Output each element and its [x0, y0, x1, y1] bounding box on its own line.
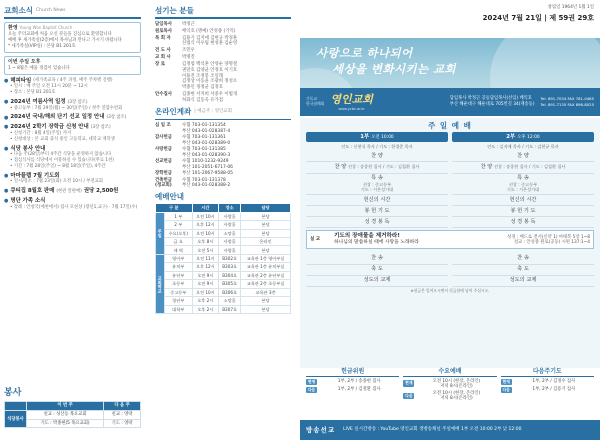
table-row — [156, 280, 291, 288]
staff-names: 박정근 — [182, 21, 195, 27]
online-account-heading: 온라인계좌 | 예금주 : 영인교회 — [155, 107, 232, 117]
account-row — [155, 147, 291, 158]
staff-column — [151, 0, 295, 440]
table-row — [156, 297, 291, 305]
bullet-icon: ● — [4, 77, 9, 84]
account-row — [155, 171, 291, 177]
offering-committee: 헌금위원 현재 1부, 2부 / 송종현 집사 다음 1부, 2부 / 김철환 집사 — [306, 368, 399, 416]
table-row — [156, 229, 291, 237]
account-type: 감사헌금 — [155, 135, 172, 141]
worship-n: 금 요 — [165, 238, 193, 246]
worship-n: 수요(오후) — [165, 229, 193, 237]
worship-place: B306호 — [219, 288, 241, 296]
worship-time: 오전 10시 — [192, 212, 219, 220]
staff-names: 김용기 김지애 김현규 박경훈 신범식 이우림 현성훈 김순영 — [182, 35, 238, 47]
pastor-info: 담임목사 박정근 공동담임목사(선임) 배익호 부산 해운대구 해운대로 705번길 34(재송동) — [449, 95, 535, 107]
staff-names: 김정엽 백석훈 안영순 양명철 권달호 김양균 안경호 이기호 이용진 조정봉 조일래 김정상 이동윤 조광희 정성오 박종인 정정균 김정호 — [182, 62, 238, 90]
news-title-text: 2024년 여름사역 일정 — [10, 98, 66, 105]
list-item: 현재 1부, 2부 / 송종현 집사 — [307, 378, 381, 385]
news-subtitle: (현관 앞판매) — [56, 188, 82, 194]
sermon-box: 설 교 기도의 장애물을 제거하라! 하나님의 말씀하실 때에 사랑을 노래하라 성경 : 베드로 전서(신약 1) 마태복 5장 1~8 설교 : 안성종 원로(공동) 시편 137:1~4 — [306, 230, 594, 249]
table-row: 기도 : 박종현(5 목요교회) 기도 : 영락 — [5, 419, 141, 428]
news-item-title — [4, 114, 141, 121]
news-item-title — [4, 188, 141, 195]
live-stream-link[interactable]: LIVE 실시간방송 : YouTube 영인교회 생방송채널 주일예배 1부 오전 10:00 2부 낮 12:00 — [343, 427, 522, 433]
news-detail: • 기간 : 7월 28일(주일) ~ 8월 18일(주일), 4주간 — [10, 163, 106, 169]
account-type: 사랑헌금 — [155, 147, 172, 153]
staff-heading: 섬기는 분들 — [155, 6, 194, 15]
staff-role: 장 로 — [155, 62, 166, 68]
news-detail: • 다음 주(28일)부터 4주간 식당을 운영하지 않습니다 — [10, 152, 112, 158]
worship-n: 새 벽 — [165, 246, 193, 254]
account-number: 수협 703-01-131385 부산 043-01-028390-3 — [182, 147, 231, 158]
worship-place: 소망홀 — [219, 297, 241, 305]
worship-place: 사랑홀 — [219, 238, 241, 246]
sermon-subtitle: 하나님의 말씀하실 때에 사랑을 노래하라 — [334, 240, 419, 246]
staff-list — [155, 22, 291, 103]
worship-place: B303호 — [219, 263, 241, 271]
list-item: 현재 1부, 2부 / 김정수 집사 — [502, 378, 576, 385]
worship-time: 오후 2시 — [192, 305, 219, 313]
worship-place: B302호 — [219, 254, 241, 262]
staff-row — [155, 29, 291, 35]
bullet-icon: ● — [4, 198, 9, 205]
news-detail: • 장례 : 안창국(예천에서) 집사 모친상 (향년1,교구) · 7월 17일(수) — [10, 204, 138, 210]
account-type: 건축헌금 (정교회) — [155, 177, 172, 189]
staff-names: 김종현 서지희 서중우 이법개 허화식 김동욱 유가점 — [182, 91, 238, 103]
broadcast-bar — [300, 420, 600, 440]
volunteer-title: 봉사 — [4, 388, 22, 398]
staff-role: 안수집사 — [155, 91, 172, 97]
staff-role: 교 회 사 — [155, 55, 171, 61]
worship-lead: 본당 — [241, 229, 291, 237]
account-row — [155, 159, 291, 170]
online-account-list — [155, 123, 291, 189]
list-item: 다음 오전 10시 (현장, 온라인) 저녁 8시(온라인) — [405, 390, 481, 402]
news-item — [4, 114, 141, 121]
welcome-box: 환영 Young Won Baptist Church 오늘 주의교회에 처음 오신 분들을 진심으로 환영합니다 예배 후 새가족실(2층)에서 목사님과 만나고 가시기 바랍니다 * 새가족실(VIP실) : 본당 B1 201호 — [4, 22, 141, 53]
volunteer-table: 이 번 주 다 음 주 식당봉사 친교 : 성산동 목요교회 친교 : 영락 기도 : 박종현(5 목요교회) 기도 : 영락 — [4, 401, 141, 428]
worship-time: 오전 10시 — [192, 229, 219, 237]
table-row — [156, 254, 291, 262]
wednesday-worship: 수요예배 현재 오전 10시 (현장, 온라인) 저녁 8시(온라인) 다음 오전 10시 (현장, 온라인) 저녁 8시(온라인) — [403, 368, 496, 416]
worship-time: 오전 5시 — [192, 246, 219, 254]
news-title-text: 2024년 2학기 장학금 신청 안내 — [10, 124, 89, 131]
worship-n: 대학부 — [165, 305, 193, 313]
worship-time: 오전 11시 — [192, 254, 219, 262]
news-item-title — [4, 99, 141, 106]
account-number: 수협 703-01-131361 부산 043-01-028389-0 — [182, 135, 231, 146]
heading-divider — [4, 17, 141, 19]
heading-divider — [155, 119, 291, 121]
news-item — [4, 78, 141, 96]
worship-n: 2 부 — [165, 221, 193, 229]
worship-time: 오전 9시 — [192, 280, 219, 288]
news-title-text: 명단 가족 소식 — [10, 197, 46, 204]
account-number: 부산 101-2067-9588-05 — [182, 171, 233, 177]
sermon-title: 기도의 장애물을 제거하라! — [334, 233, 400, 240]
worship-n: 중고등부 — [165, 288, 193, 296]
news-detail: • 중고등부 : 7월 29일(월) ~ 30일(주일) / 첫주 연합수련회 — [10, 105, 123, 111]
news-item-title — [4, 124, 141, 131]
news-subtitle: (3장 참조) — [90, 124, 111, 130]
bullet-icon: ● — [4, 114, 9, 121]
worship-lead: 본당 — [241, 297, 291, 305]
staff-row — [155, 48, 291, 54]
worship-lead: 교육관 3층 — [241, 288, 291, 296]
table-row — [156, 246, 291, 254]
other-info — [300, 366, 600, 418]
worship-place: 사랑홀 — [219, 221, 241, 229]
staff-row — [155, 36, 291, 47]
staff-role: 전 도 사 — [155, 48, 171, 54]
worship-n: 유년부 — [165, 271, 193, 279]
worship-group: 교회학교 — [156, 254, 165, 313]
bullet-icon: ● — [4, 99, 9, 106]
account-row — [155, 123, 291, 134]
worship-place: 소망홀 — [219, 229, 241, 237]
news-title-text: 헤피타임 — [10, 77, 32, 84]
worship-lead: 본당 — [241, 305, 291, 313]
worship-lead: 본당 — [241, 246, 291, 254]
list-item: 다음 1부, 2부 / 김철환 집사 — [307, 386, 381, 393]
bullet-icon: ● — [4, 124, 9, 131]
worship-guide-heading: 예배안내 — [155, 191, 184, 201]
news-detail: • 일시/장소 : 7월 23일(화) 오전 10시 / 부전교회 — [10, 179, 103, 185]
staff-role: 담임목사 — [155, 21, 172, 27]
news-title-text: 큐티집 8월호 판매 — [10, 188, 55, 195]
account-number: 수협 703-01-131378 부산 043-01-028388-2 — [182, 177, 231, 189]
second-service-pill: 2부 오후 12:00 — [452, 132, 594, 142]
established-date: 창립일 1964년 1월 1일 — [547, 5, 594, 10]
worship-n: 1 부 — [165, 212, 193, 220]
list-item: 현재 오전 10시 (현장, 온라인) 저녁 8시(온라인) — [405, 378, 481, 389]
news-detail: • 신청기간 : 8월 4일(주일) 까지 — [10, 130, 72, 136]
worship-place: 사랑홀 — [219, 212, 241, 220]
worship-time: 오전 10시 — [192, 288, 219, 296]
today-box: 이번 주일 오후 1 ~ 8월은 예품 정검이 있습니다 — [4, 56, 141, 75]
church-news-column — [0, 0, 145, 440]
news-item — [4, 198, 141, 211]
worship-time: 오후 8시 — [192, 238, 219, 246]
news-price: 권당 2,500원 — [83, 188, 119, 195]
heading-divider — [155, 17, 291, 19]
worship-lead: 교육관 2층 유년부실 — [241, 271, 291, 279]
table-row — [156, 288, 291, 296]
account-type: 십 일 조 — [155, 123, 171, 129]
worship-time: 오후 12시 — [192, 263, 219, 271]
banner-slogan-1: 사랑으로 하나되어 — [316, 46, 413, 60]
issue-number: 2024년 7월 21일 | 제 59권 29호 — [482, 13, 594, 22]
worship-lead: 본당 — [241, 212, 291, 220]
news-detail: • 점심식사를 식당에서 이용하실 수 있습니다(무료 1천) — [10, 158, 114, 164]
news-subtitle: (3장 참조) — [106, 115, 127, 121]
news-item — [4, 173, 141, 186]
staff-role: 원로목사 — [155, 28, 172, 34]
account-type: 장학헌금 — [155, 171, 172, 177]
bulletin-front — [300, 0, 600, 440]
staff-names: 박명진 — [182, 55, 195, 61]
bullet-icon: ● — [4, 145, 9, 152]
table-row — [156, 263, 291, 271]
news-title-text: 식당 봉사 안내 — [10, 145, 46, 152]
worship-time: 오후 2시 — [192, 297, 219, 305]
worship-time: 오후 12시 — [192, 221, 219, 229]
account-number: 수협 703-01-131354 부산 043-01-028387-4 — [182, 123, 231, 134]
worship-lead: 온라인 — [241, 238, 291, 246]
list-item: 다음 1부, 2부 / 김용기 집사 — [502, 386, 576, 393]
news-item — [4, 99, 141, 112]
news-title-text: 마마플랩 7월 기도회 — [10, 172, 60, 179]
sunday-worship: 주 일 예 배 1부 오전 10:00 인도 : 신현식 목사 / 기도 : 한경준 목사 찬 양 찬 양 선창 : 송종현 집사 / 기도 : 김철환 집사 특 송 선창 : 중고등부 기도 : 시온성가대 헌신의 시간 봉 헌 기 도 성 경 봉 독 2부 오후 12:00 인도 : 김지애 목사 / 기도 : 김현규 목사 찬 양 찬 양 선창 : 송종현 집사 / 기도 : 김철환 집사 특 송 선창 : 중고등부 기도 : 시온성가대 헌신의 시간 봉 헌 기 도 성 경 봉 독 설 교 기도의 장애물을 제거하라! 하나님의 말씀하실 때에 사랑을 노래하라 성경 : 베드로 전서(신약 1) 마태복 5장 1~8 설교 : 안성종 원로(공동) 시편 137:1~4 찬 송 축 도 성도의 교제 찬 송 축 도 성도의 교제 ※헌금은 일어오시면서 헌금함에 넣어 주십시오. — [300, 118, 600, 368]
account-type: 선교헌금 — [155, 159, 172, 165]
worship-place: B307호 — [219, 305, 241, 313]
news-list — [4, 78, 141, 211]
offering-note: ※헌금은 일어오시면서 헌금함에 넣어 주십시오. — [410, 287, 490, 293]
church-logo: 영인교회 www.ycbc.or.kr — [330, 92, 373, 111]
worship-n: 유치부 — [165, 263, 193, 271]
table-row — [156, 238, 291, 246]
table-row — [156, 271, 291, 279]
bullet-icon: ● — [4, 188, 9, 195]
worship-lead: 본당 — [241, 221, 291, 229]
news-item — [4, 188, 141, 195]
volunteer-section — [4, 388, 141, 428]
table-row — [156, 305, 291, 313]
table-row — [156, 212, 291, 220]
contact-info: Tel. 891-7034 FAX 781-0485 Tel. 891-7135 FAX 898-8025 — [540, 96, 594, 107]
account-number: 수협 1010-1232-9249 부산 101-2051-6717-06 — [182, 159, 233, 170]
table-row: 식당봉사 친교 : 성산동 목요교회 친교 : 영락 — [5, 410, 141, 419]
worship-lead: 교육관 2층 초등부실 — [241, 280, 291, 288]
news-detail: • 일시 : 매 주일 오전 11시 20분 ~ 12시 — [10, 84, 88, 90]
first-service: 1부 오전 10:00 인도 : 신현식 목사 / 기도 : 한경준 목사 찬 양 찬 양 선창 : 송종현 집사 / 기도 : 김철환 집사 특 송 선창 : 중고등부 기도 : 시온성가대 헌신의 시간 봉 헌 기 도 성 경 봉 독 — [306, 132, 448, 228]
news-title-text: 2024년 국내/해외 단기 선교 일정 안내 — [10, 114, 105, 121]
next-week-prayer: 다음주기도 현재 1부, 2부 / 김정수 집사 다음 1부, 2부 / 김용기 집사 — [501, 368, 594, 416]
church-news-heading: 교회소식 Church News — [4, 6, 66, 15]
news-subtitle: (3장 참조) — [67, 99, 88, 105]
worship-place: B304호 — [219, 271, 241, 279]
worship-n: 영아부 — [165, 254, 193, 262]
worship-lead: 교육관 1층 영아부실 — [241, 254, 291, 262]
news-item — [4, 146, 141, 170]
banner-slogan-2: 세상을 변화시키는 교회 — [332, 62, 456, 76]
news-detail: • 신청대상 : 본 교회 출석 중인 고등학교, 대학교 재학생 — [10, 136, 115, 142]
staff-role: 목 회 자 — [155, 35, 171, 41]
staff-row — [155, 92, 291, 103]
news-subtitle: (세가족교육 / 4주 과정, 매주 주차별 진행) — [33, 78, 113, 84]
account-row — [155, 178, 291, 189]
second-service: 2부 오후 12:00 인도 : 김지애 목사 / 기도 : 김현규 목사 찬 양 찬 양 선창 : 송종현 집사 / 기도 : 김철환 집사 특 송 선창 : 중고등부 기도 : 시온성가대 헌신의 시간 봉 헌 기 도 성 경 봉 독 — [452, 132, 594, 228]
worship-time: 오전 9시 — [192, 271, 219, 279]
worship-n: 청년부 — [165, 297, 193, 305]
bullet-icon: ● — [4, 172, 9, 179]
account-row — [155, 135, 291, 146]
worship-title: 주 일 예 배 — [428, 121, 472, 130]
news-item-title — [4, 198, 141, 205]
news-item — [4, 124, 141, 142]
table-row — [156, 221, 291, 229]
church-info-strip — [300, 88, 600, 116]
first-service-pill: 1부 오전 10:00 — [306, 132, 448, 142]
staff-row — [155, 22, 291, 28]
worship-guide-table: 구 분 시간 장소 담당 주일 1 부 오전 10시 사랑홀 본당 2 부 오후 12시 사랑홀 본당 수요(오후) 오전 10시 소망홀 본당 금 요 오후 8시 사랑홀 온라인 새 벽 오전 5시 사랑홀 본당 교회학교 영아부 오전 11시 B302호 교육관 1층 영아부실 유치부 오후 12시 B303호 교육관 1층 유치부실 유년부 오전 9시 B304호 교육관 2층 유년부실 초등부 오전 9시 B305호 교육관 2층 초등부실 중고등부 오전 10시 B306호 교육관 3층 청년부 오후 2시 소망홀 본당 대학부 오후 2시 B307호 본당 — [155, 203, 291, 314]
staff-names: 배익호 (명예) 안성종 (기억) — [182, 28, 236, 34]
worship-n: 초등부 — [165, 280, 193, 288]
staff-row — [155, 62, 291, 91]
worship-lead: 교육관 1층 유치부실 — [241, 263, 291, 271]
worship-place: B305호 — [219, 280, 241, 288]
staff-names: 조민우 — [182, 48, 195, 54]
worship-place: 사랑홀 — [219, 246, 241, 254]
broadcast-label: 방송선교 — [306, 425, 336, 434]
news-detail: • 장소 : 본당 B1 201호 — [10, 90, 56, 96]
worship-group: 주일 — [156, 212, 165, 254]
denomination-label: 기독교 한국침례회 — [306, 96, 325, 106]
staff-row — [155, 55, 291, 61]
